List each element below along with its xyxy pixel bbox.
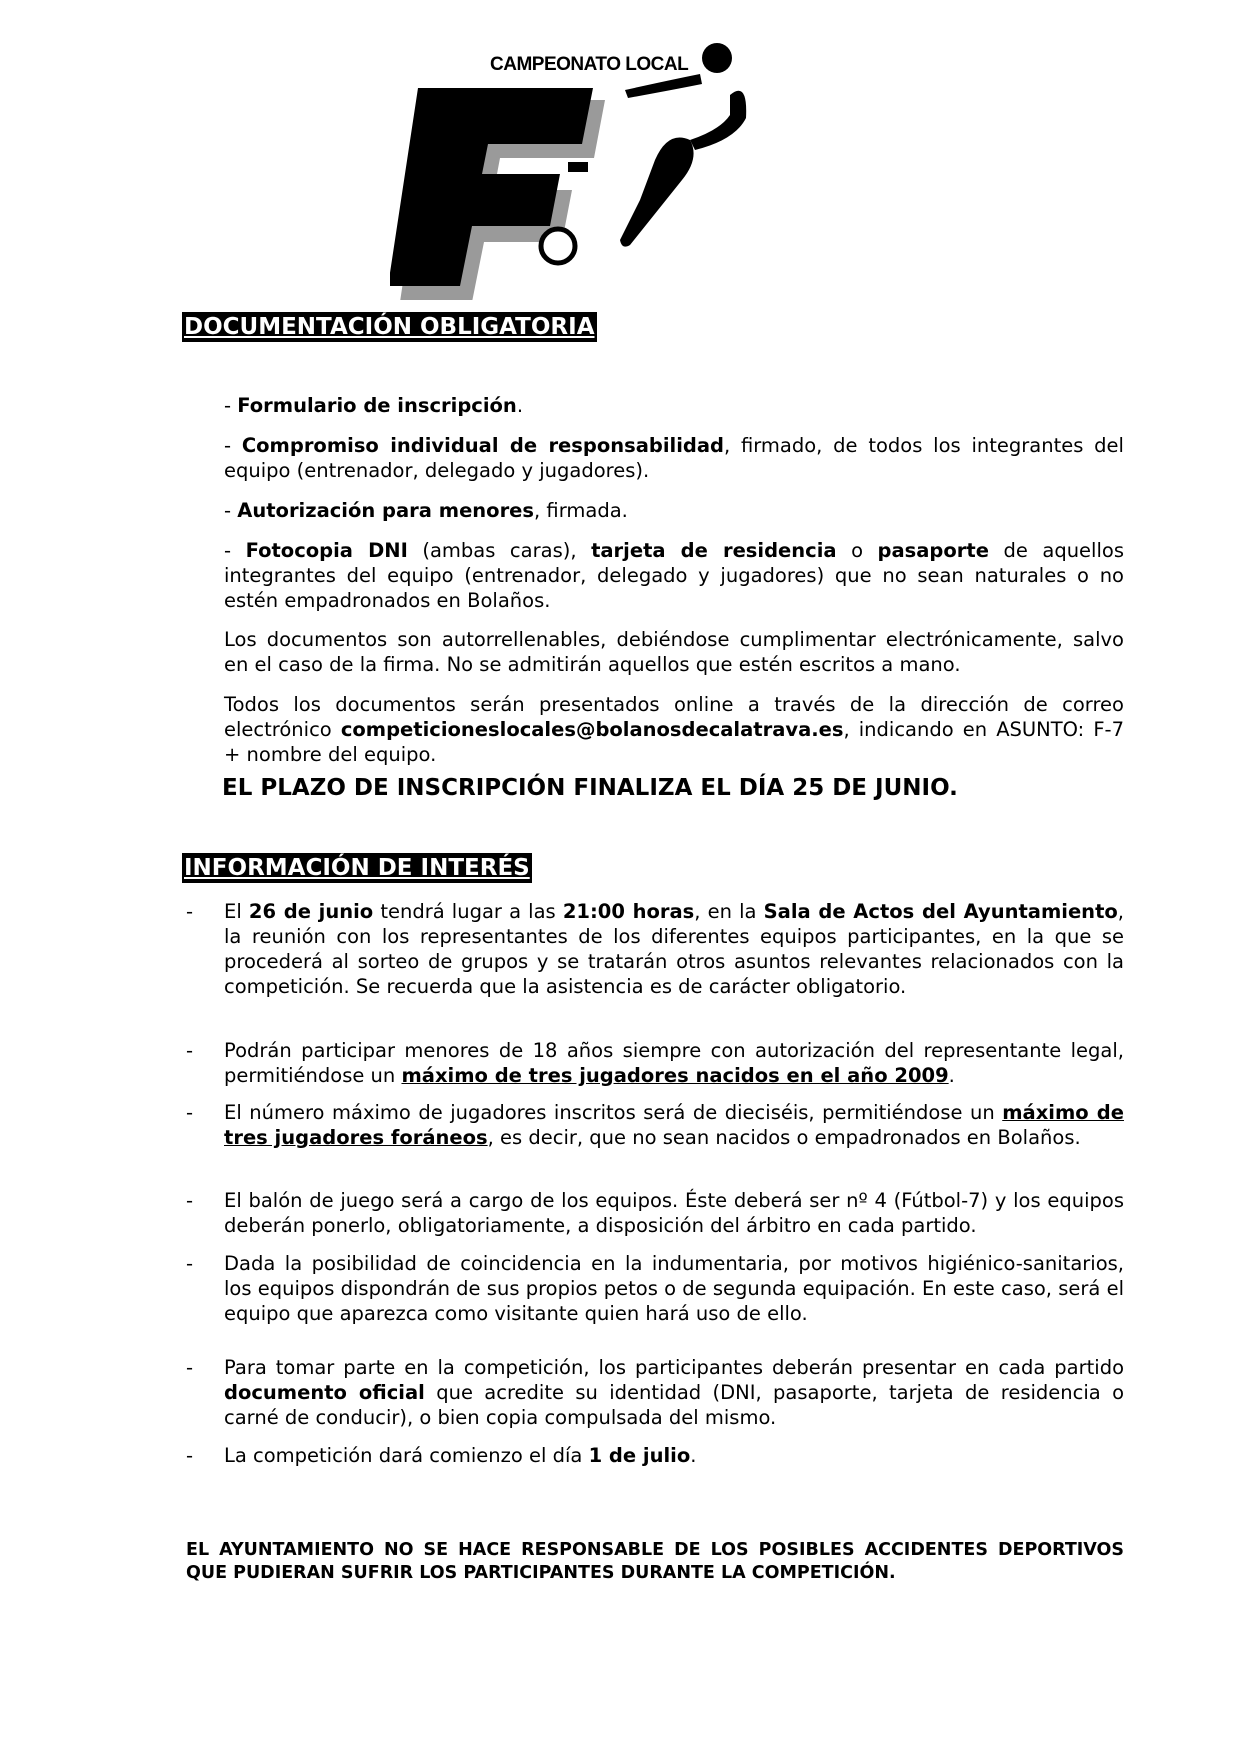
- doc-item-id-copy: - Fotocopia DNI (ambas caras), tarjeta de residencia o pasaporte de aquellos integrantes del equipo (entrenador, delegado y jugadores) que no sean naturales o no estén empadronados en Bolaños.: [224, 539, 1124, 612]
- info-item-max-players: - El número máximo de jugadores inscritos será de dieciséis, permitiéndose un máximo de tres jugadores foráneos, es decir, que no sean nacidos o empadronados en Bolaños.: [186, 1101, 1124, 1149]
- liability-disclaimer: EL AYUNTAMIENTO NO SE HACE RESPONSABLE DE LOS POSIBLES ACCIDENTES DEPORTIVOS QUE PUDIERAN SUFRIR LOS PARTICIPANTES DURANTE LA COMPETICIÓN.: [186, 1540, 1124, 1583]
- info-item-ball: - El balón de juego será a cargo de los equipos. Éste deberá ser nº 4 (Fútbol-7) y los equipos deberán ponerlo, obligatoriamente, a disposición del árbitro en cada partido.: [186, 1189, 1124, 1237]
- doc-email-note: Todos los documentos serán presentados online a través de la dirección de correo electrónico competicioneslocales@bolanosdecalatrava.es, indicando en ASUNTO: F-7 + nombre del equipo.: [224, 693, 1124, 766]
- info-item-meeting: - El 26 de junio tendrá lugar a las 21:00 horas, en la Sala de Actos del Ayuntamiento, la reunión con los representantes de los diferentes equipos participantes, en la que se procederá al sorteo de grupos y se tratarán otros asuntos relevantes relacionados con la competición. Se recuerda que la asistencia es de carácter obligatorio.: [186, 900, 1124, 998]
- doc-item-commitment: - Compromiso individual de responsabilidad, firmado, de todos los integrantes del equipo (entrenador, delegado y jugadores).: [224, 434, 1124, 482]
- info-item-minors: - Podrán participar menores de 18 años siempre con autorización del representante legal, permitiéndose un máximo de tres jugadores nacidos en el año 2009.: [186, 1039, 1124, 1087]
- info-item-id-document: - Para tomar parte en la competición, los participantes deberán presentar en cada partido documento oficial que acredite su identidad (DNI, pasaporte, tarjeta de residencia o carné de conducir), o bien copia compulsada del mismo.: [186, 1356, 1125, 1429]
- info-item-start-date: - La competición dará comienzo el día 1 de julio.: [186, 1444, 697, 1467]
- info-item-bibs: - Dada la posibilidad de coincidencia en la indumentaria, por motivos higiénico-sanitarios, los equipos dispondrán de sus propios petos o de segunda equipación. En este caso, será el equipo que aparezca como visitante quien hará uso de ello.: [186, 1252, 1124, 1325]
- section-heading-info: INFORMACIÓN DE INTERÉS: [184, 855, 530, 881]
- doc-item-form: - Formulario de inscripción.: [224, 394, 524, 417]
- logo-title: CAMPEONATO LOCAL: [490, 54, 689, 75]
- doc-item-minors: - Autorización para menores, firmada.: [224, 499, 628, 522]
- doc-autofill-note: Los documentos son autorrellenables, debiéndose cumplimentar electrónicamente, salvo en el caso de la firma. No se admitirán aquellos que estén escritos a mano.: [224, 628, 1124, 676]
- f7-logo-graphic: [390, 40, 850, 300]
- campeonato-logo: [390, 40, 850, 300]
- section-heading-documentation: DOCUMENTACIÓN OBLIGATORIA: [184, 314, 595, 340]
- registration-deadline: EL PLAZO DE INSCRIPCIÓN FINALIZA EL DÍA 25 DE JUNIO.: [222, 775, 958, 801]
- email-address: competicioneslocales@bolanosdecalatrava.es: [340, 718, 844, 741]
